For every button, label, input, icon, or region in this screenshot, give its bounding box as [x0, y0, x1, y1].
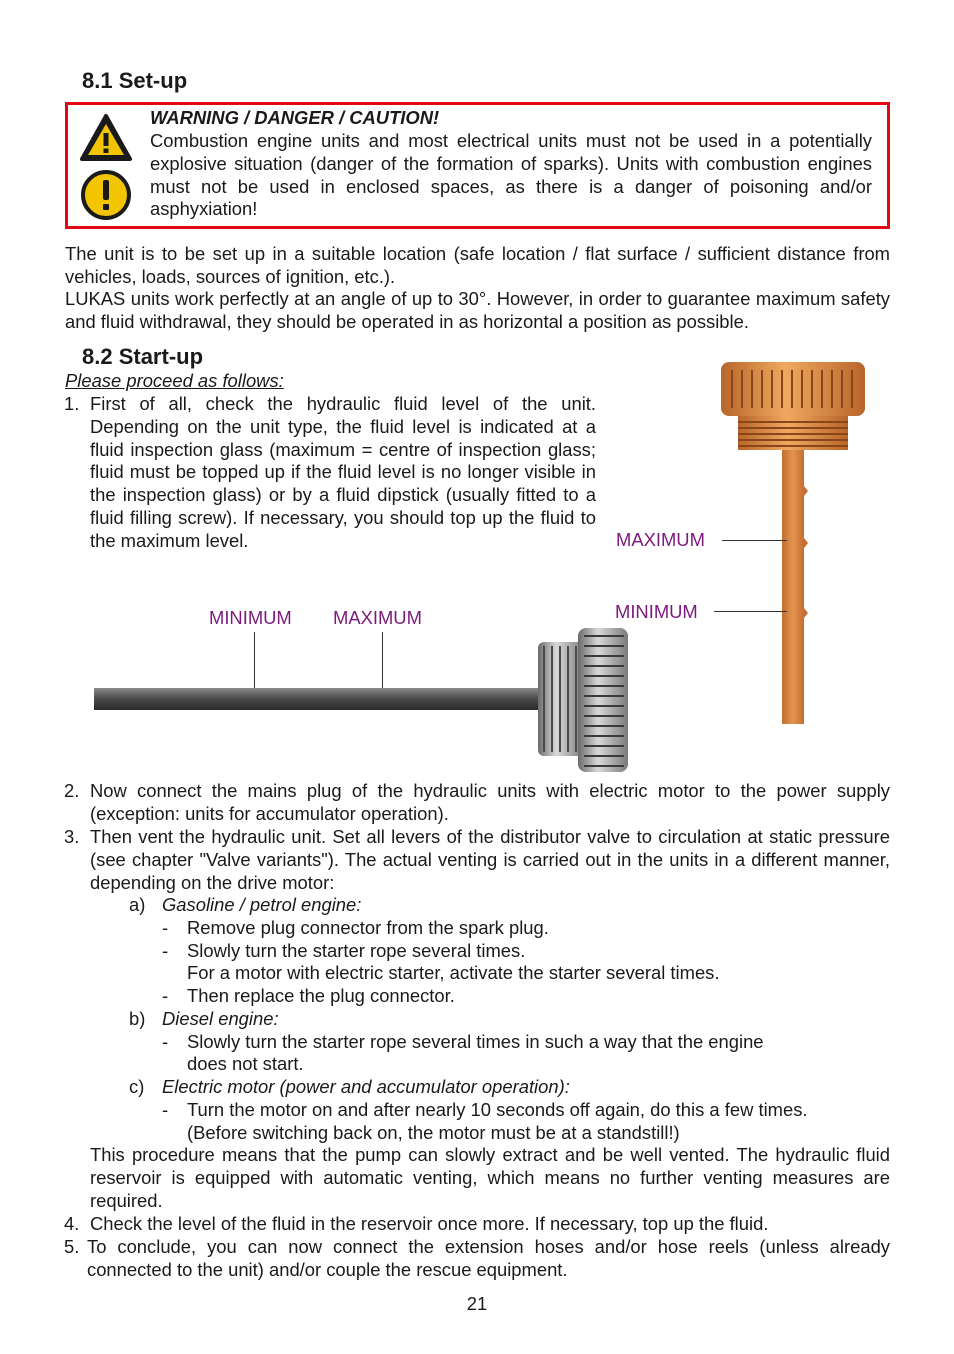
- step-2-text: Now connect the mains plug of the hydraulic units with electric motor to the power supply (exception: units for accumulator operation).: [90, 780, 890, 824]
- step-4-number: 4.: [64, 1213, 80, 1234]
- step-5-number: 5.: [64, 1236, 80, 1257]
- vertical-maximum-leader: [722, 540, 787, 541]
- sub-a-item-2-extra: For a motor with electric starter, activate the starter several times.: [187, 962, 720, 983]
- vertical-dipstick-figure: [718, 358, 868, 728]
- dash-marker: -: [162, 917, 169, 938]
- sub-a-title: Gasoline / petrol engine:: [162, 894, 362, 915]
- startup-intro: Please proceed as follows:: [65, 370, 284, 391]
- warning-box: [65, 102, 890, 229]
- sub-c-item: Turn the motor on and after nearly 10 seconds off again, do this a few times.: [187, 1099, 808, 1120]
- vertical-maximum-label: MAXIMUM: [616, 529, 705, 550]
- step-3-outro: This procedure means that the pump can slowly extract and be well vented. The hydraulic fluid reservoir is equipped with automatic venting, which means no further venting measures are required.: [90, 1144, 890, 1211]
- dash-marker: -: [162, 1031, 169, 1052]
- warning-title: WARNING / DANGER / CAUTION!: [150, 107, 440, 128]
- vertical-minimum-label: MINIMUM: [615, 601, 698, 622]
- sub-a-item-1: Remove plug connector from the spark plug.: [187, 917, 549, 938]
- section-heading-setup: 8.1 Set-up: [82, 68, 188, 93]
- dash-marker: -: [162, 985, 169, 1006]
- sub-b-item-extra: does not start.: [187, 1053, 304, 1074]
- step-1-number: 1.: [64, 393, 80, 414]
- vertical-minimum-leader: [714, 611, 787, 612]
- step-3-number: 3.: [64, 826, 80, 847]
- sub-a-item-2: Slowly turn the starter rope several times.: [187, 940, 526, 961]
- warning-text: Combustion engine units and most electrical units must not be used in a potentially explosive situation (danger of the formation of sparks). Units with combustion engines must not be used in enclosed spaces, as there is a danger of poisoning and/or asphyxiation!: [150, 130, 872, 220]
- step-4-text: Check the level of the fluid in the reservoir once more. If necessary, top up the fluid.: [90, 1213, 769, 1234]
- dash-marker: -: [162, 940, 169, 961]
- sub-b-title: Diesel engine:: [162, 1008, 279, 1029]
- sub-a-item-3: Then replace the plug connector.: [187, 985, 455, 1006]
- setup-paragraph-location: The unit is to be set up in a suitable location (safe location / flat surface / sufficient distance from vehicles, loads, sources of ignition, etc.).: [65, 243, 890, 287]
- sub-b-letter: b): [129, 1008, 146, 1029]
- page-number: 21: [466, 1293, 488, 1314]
- step-1-text: First of all, check the hydraulic fluid level of the unit. Depending on the unit type, the fluid level is indicated at a fluid inspection glass (maximum = centre of inspection glass; fluid must be topped up if the fluid level is no longer visible in the inspection glass) or by a fluid dipstick (usually fitted to a fluid filling screw). If necessary, you should top up the fluid to the maximum level.: [90, 393, 596, 551]
- step-3-text: Then vent the hydraulic unit. Set all levers of the distributor valve to circulation at static pressure (see chapter "Valve variants"). The actual venting is carried out in the units in a different manner, depending on the drive motor:: [90, 826, 890, 893]
- section-heading-startup: 8.2 Start-up: [82, 344, 204, 369]
- horizontal-minimum-label: MINIMUM: [209, 607, 292, 628]
- horizontal-maximum-label: MAXIMUM: [333, 607, 422, 628]
- sub-c-letter: c): [129, 1076, 145, 1097]
- sub-c-item-extra: (Before switching back on, the motor must be at a standstill!): [187, 1122, 680, 1143]
- sub-a-letter: a): [129, 894, 146, 915]
- exclamation-circle-icon: [80, 169, 132, 221]
- sub-b-item: Slowly turn the starter rope several times in such a way that the engine: [187, 1031, 764, 1052]
- setup-paragraph-angle: LUKAS units work perfectly at an angle of up to 30°. However, in order to guarantee maximum safety and fluid withdrawal, they should be operated in as horizontal a position as possible.: [65, 288, 890, 332]
- horizontal-dipstick-figure: [90, 624, 640, 774]
- warning-triangle-icon: [79, 113, 133, 163]
- step-2-number: 2.: [64, 780, 80, 801]
- step-5-text: To conclude, you can now connect the extension hoses and/or hose reels (unless already connected to the unit) and/or couple the rescue equipment.: [87, 1236, 890, 1280]
- dash-marker: -: [162, 1099, 169, 1120]
- sub-c-title: Electric motor (power and accumulator operation):: [162, 1076, 570, 1097]
